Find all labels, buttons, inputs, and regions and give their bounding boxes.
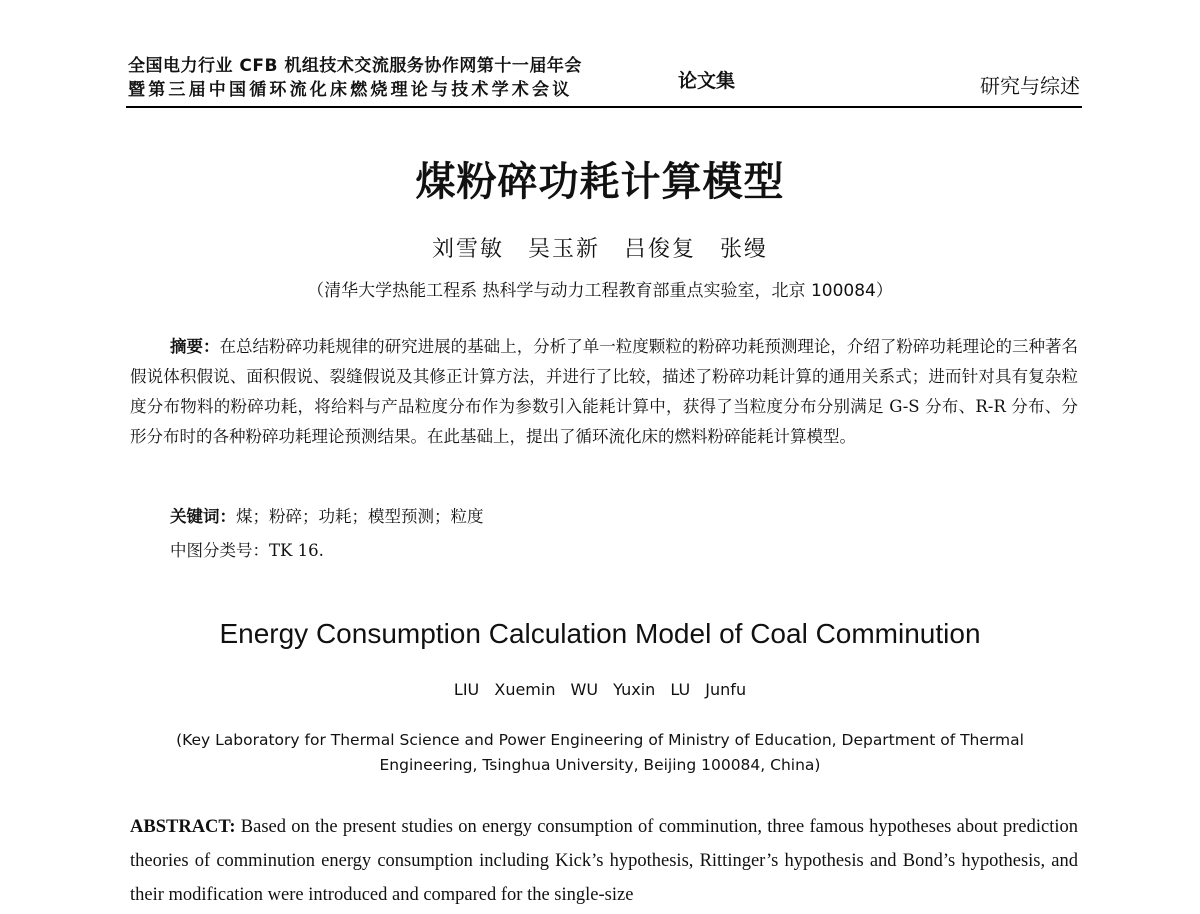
keywords-cn <box>170 503 1070 527</box>
classification-label-cn: 中图分类号： <box>170 541 269 560</box>
collection-label: 论文集 <box>678 70 736 92</box>
paper-title-cn: 煤粉碎功耗计算模型 <box>415 159 785 205</box>
abstract-label-en: ABSTRACT: <box>130 817 236 837</box>
abstract-label-cn: 摘要： <box>170 337 220 356</box>
authors-en: LIU Xuemin WU Yuxin LU Junfu <box>453 680 747 699</box>
authors-cn: 刘雪敏 吴玉新 吕俊复 张缦 <box>431 237 768 262</box>
paper-title-en: Energy Consumption Calculation Model of Coal Comminution <box>219 618 981 649</box>
abstract-cn-paragraph <box>130 332 1078 452</box>
abstract-text-en: Based on the present studies on energy consumption of comminution, three famous hypotheses about prediction theories of comminution energy consumption including Kick’s hypothesis, Rittinger’s hypothesis and Bond’s hypothesis, and their modification were introduced and compared for the single-size <box>130 817 1078 905</box>
conference-line-2: 暨第三届中国循环流化床燃烧理论与技术学术会议 <box>128 80 573 100</box>
conference-name <box>128 54 582 102</box>
keywords-label-cn: 关键词： <box>170 507 236 526</box>
affiliation-cn: （清华大学热能工程系 热科学与动力工程教育部重点实验室，北京 100084） <box>307 281 893 301</box>
conference-line-1: 全国电力行业 CFB 机组技术交流服务协作网第十一届年会 <box>128 56 582 76</box>
running-header <box>126 52 1082 108</box>
section-label: 研究与综述 <box>980 74 1080 98</box>
affiliation-en: (Key Laboratory for Thermal Science and Power Engineering of Ministry of Education, Department of Thermal Engineering, Tsinghua University, Beijing 100084, China) <box>176 731 1024 774</box>
header-rule <box>126 106 1082 108</box>
abstract-cn <box>130 332 1078 452</box>
abstract-en <box>130 810 1078 912</box>
abstract-text-cn: 在总结粉碎功耗规律的研究进展的基础上，分析了单一粒度颗粒的粉碎功耗预测理论，介绍了粉碎功耗理论的三种著名假说体积假说、面积假说、裂缝假说及其修正计算方法，并进行了比较，描述了粉碎功耗计算的通用关系式；进而针对具有复杂粒度分布物料的粉碎功耗，将给料与产品粒度分布作为参数引入能耗计算中，获得了当粒度分布分别满足 G-S 分布、R-R 分布、分形分布时的各种粉碎功耗理论预测结果。在此基础上，提出了循环流化床的燃料粉碎能耗计算模型。 <box>130 337 1079 446</box>
keywords-text-cn: 煤；粉碎；功耗；模型预测；粒度 <box>236 507 484 526</box>
classification-cn <box>170 537 1070 561</box>
classification-code: TK 16. <box>269 541 324 560</box>
